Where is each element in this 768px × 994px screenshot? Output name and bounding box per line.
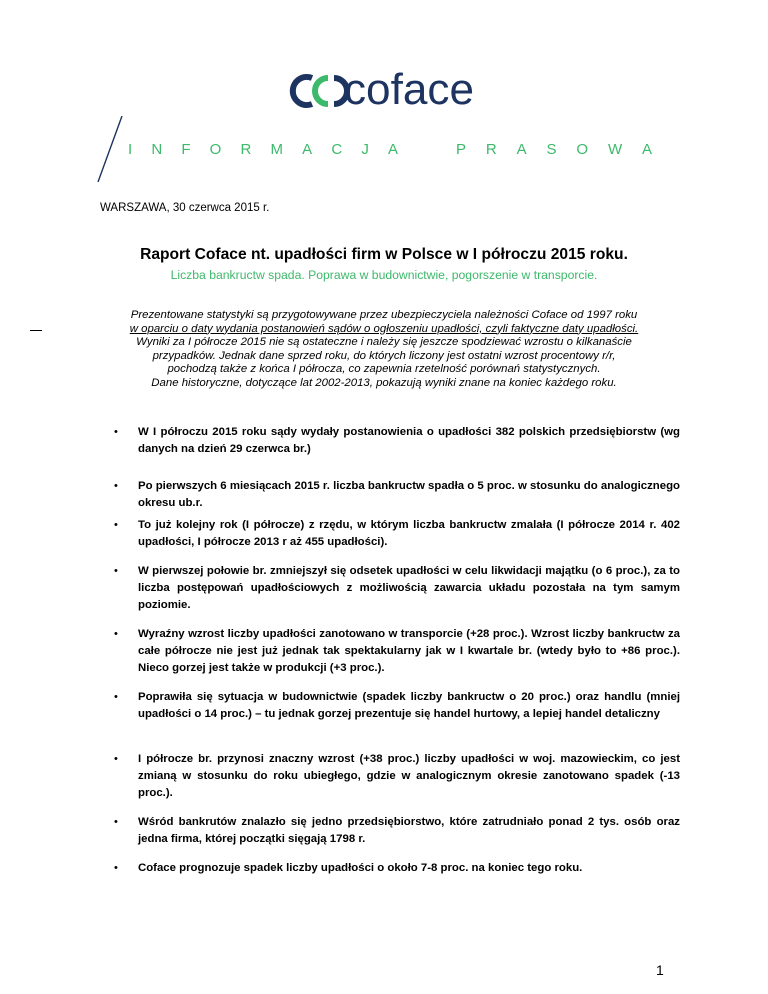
bullet-icon: • [114,426,118,438]
list-item-text: Wśród bankrutów znalazło się jedno przedsiębiorstwo, które zatrudniało ponad 2 tys. osób oraz jedna firma, której początki sięgają 1798 r. [138,816,680,845]
press-release-subtitle: Liczba bankructw spada. Poprawa w budownictwie, pogorszenie w transporcie. [170,268,598,282]
banner-letter: R [485,141,497,158]
list-item-text: Wyraźny wzrost liczby upadłości zanotowano w transporcie (+28 proc.). Wzrost liczby bankructw za całe półrocze nie jest już jednak tak spektakularny jak w I kwartale br. (wtedy było to +86 proc.). Nieco gorzej jest także w produkcji (+3 proc.). [138,628,680,674]
intro-line: Wyniki za I półrocze 2015 nie są ostateczne i należy się jeszcze spodziewać wzrostu o kilkanaście [136,336,632,349]
banner-letter: I [128,141,133,158]
intro-line: pochodzą także z końca I półrocza, co zapewnia rzetelność porównań statystycznych. [167,363,601,376]
margin-change-mark [30,330,42,331]
banner-letter: A [387,141,398,158]
intro-line: Dane historyczne, dotyczące lat 2002-2013, pokazują wyniki znane na koniec każdego roku. [151,376,617,389]
intro-line: przypadków. Jednak dane sprzed roku, do których liczony jest ostatni wzrost procentowy r/r, [152,349,616,362]
logo-wordmark: coface [344,65,474,112]
banner-informacja [128,141,398,163]
list-item-text: I półrocze br. przynosi znaczny wzrost (+38 proc.) liczby upadłości w woj. mazowieckim, co jest zmianą w stosunku do roku ubiegłego, gdzie w analogicznym okresie zanotowano spadek (-13 proc.). [138,753,680,799]
intro-line: Prezentowane statystyki są przygotowywane przez ubezpieczyciela należności Coface od 1997 roku [130,309,638,321]
bullet-icon: • [114,691,118,703]
list-item-text: W pierwszej połowie br. zmniejszył się odsetek upadłości w celu likwidacji majątku (o 6 proc.), za to liczba postępowań upadłościowych z możliwością zawarcia układu pozostała na tym samym poziomie. [138,565,680,611]
slash-decoration [90,116,133,182]
banner-letter: A [641,141,652,158]
list-item-text: Po pierwszych 6 miesiącach 2015 r. liczba bankructw spadła o 5 proc. w stosunku do analogicznego okresu ub.r. [138,480,680,509]
bullet-icon: • [114,628,118,640]
banner-letter: M [270,141,283,158]
bullet-icon: • [114,519,118,531]
bullet-icon: • [114,816,118,828]
banner-letter: O [576,141,589,158]
banner-letter: A [302,141,313,158]
banner-letter: O [209,141,222,158]
banner-letter: W [607,141,623,158]
list-item-text: Coface prognozuje spadek liczby upadłości o około 7-8 proc. na koniec tego roku. [138,862,583,874]
bullet-icon: • [114,862,118,874]
banner-letter: R [240,141,252,158]
list-item-text: To już kolejny rok (I półrocze) z rzędu, w którym liczba bankructw zmalała (I półrocze 2014 r. 402 upadłości, I półrocze 2013 r aż 455 upadłości). [138,519,680,548]
intro-line: w oparciu o daty wydania postanowień sądów o ogłoszeniu upadłości, czyli faktyczne daty upadłości. [129,322,639,335]
list-item-text: W I półroczu 2015 roku sądy wydały postanowienia o upadłości 382 polskich przedsiębiorstw (wg danych na dzień 29 czerwca br.) [138,426,680,455]
banner-letter: S [546,141,557,158]
bullet-icon: • [114,753,118,765]
page-number: 1 [656,962,664,978]
coface-logo [0,52,768,112]
dateline: WARSZAWA, 30 czerwca 2015 r. [100,202,270,214]
coface-logo-graphic [284,64,484,112]
press-release-title: Raport Coface nt. upadłości firm w Polsce w I półroczu 2015 roku. [140,246,628,263]
list-item-text: Poprawiła się sytuacja w budownictwie (spadek liczby bankructw o 20 proc.) oraz handlu (mniej upadłości o 14 proc.) – tu jednak gorzej prezentuje się handel hurtowy, a lepiej handel detaliczny [138,691,680,720]
banner-prasowa [456,141,652,163]
banner-letter: F [181,141,191,158]
banner-letter: P [456,141,467,158]
banner-letter: N [151,141,163,158]
banner-letter: J [361,141,369,158]
bullet-icon: • [114,565,118,577]
banner-letter: A [516,141,527,158]
bullet-icon: • [114,480,118,492]
intro-note [96,309,672,391]
banner-letter: C [331,141,343,158]
